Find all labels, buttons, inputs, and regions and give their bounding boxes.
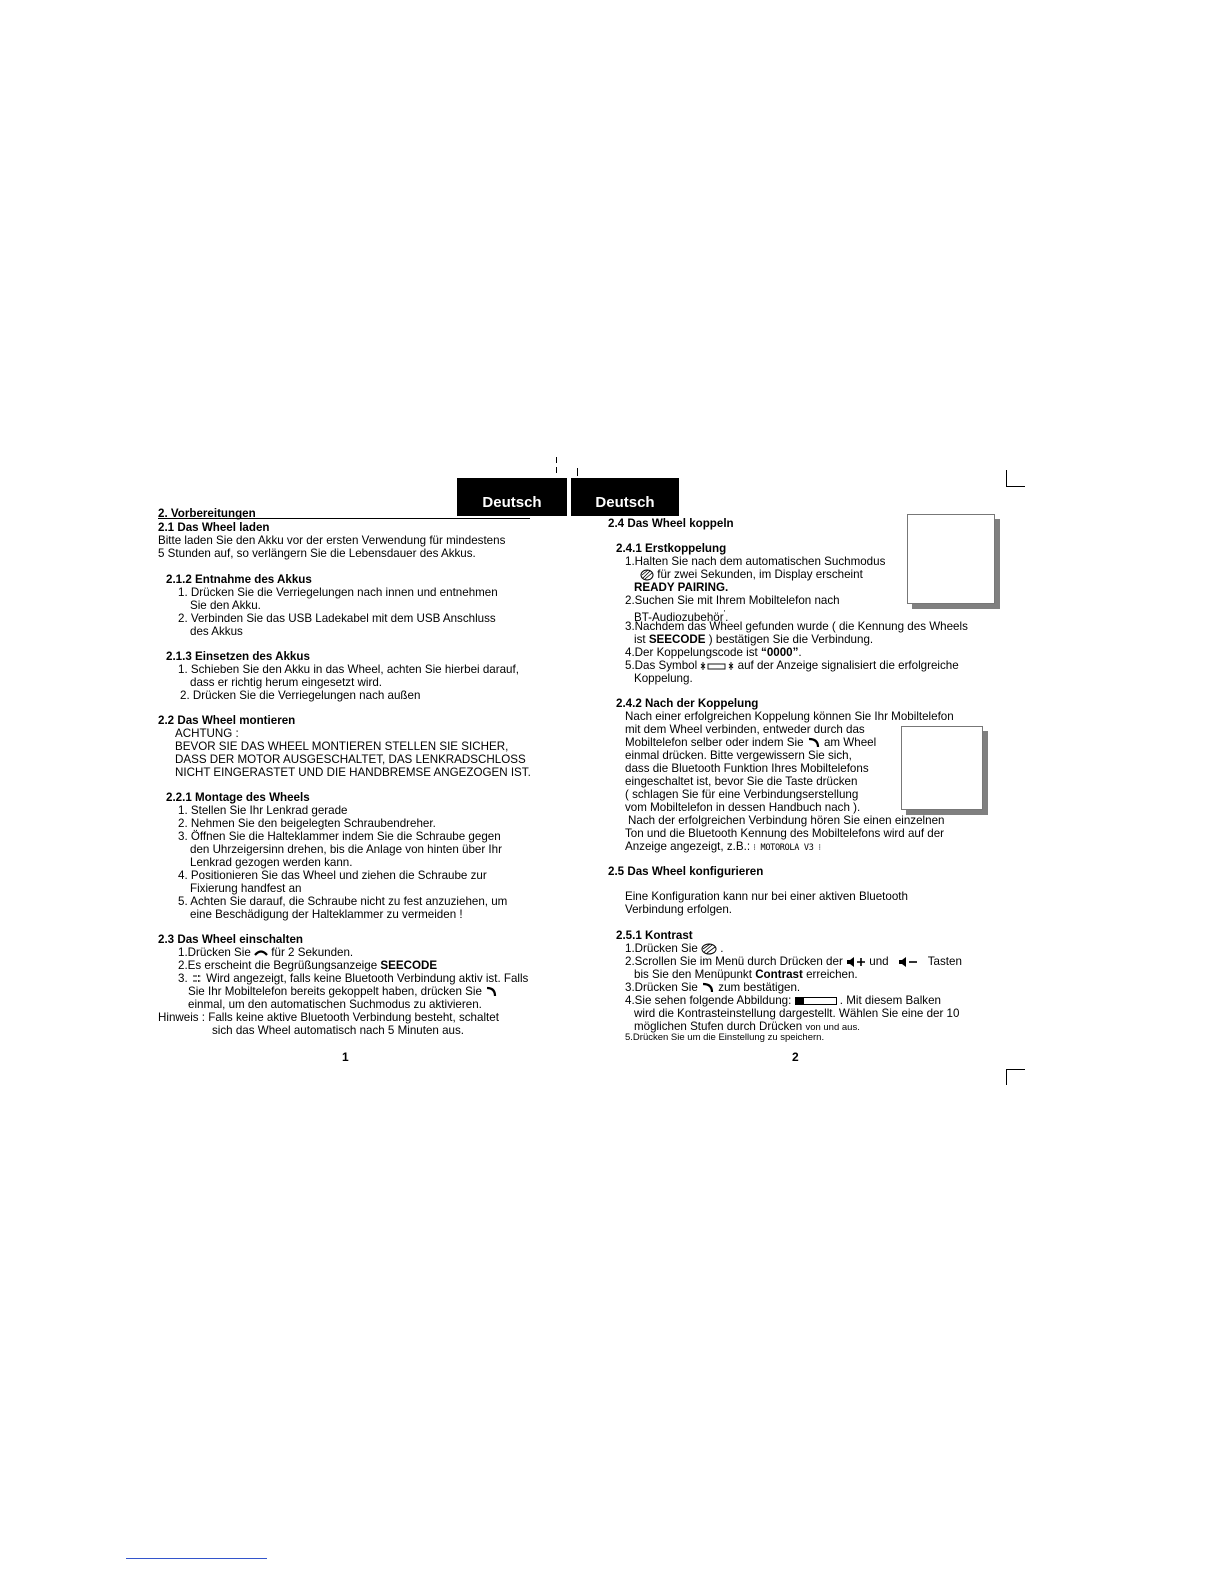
list-item bbox=[178, 972, 528, 985]
list-item: Fixierung handfest an bbox=[190, 882, 302, 895]
list-item bbox=[178, 946, 353, 959]
list-item-text: Tasten bbox=[927, 955, 962, 968]
list-item: 3.Nachdem das Wheel gefunden wurde ( die Kennung des Wheels bbox=[625, 620, 968, 633]
paragraph: vom Mobiltelefon in dessen Handbuch nach ). bbox=[625, 801, 861, 814]
paragraph: Verbindung erfolgen. bbox=[625, 903, 733, 916]
list-item: 4. Positionieren Sie das Wheel und ziehen die Schraube zur bbox=[178, 869, 487, 882]
list-item: 5.Drücken Sie um die Einstellung zu speichern. bbox=[625, 1032, 825, 1043]
list-item bbox=[188, 985, 497, 998]
list-item: wird die Kontrasteinstellung dargestellt. Wählen Sie eine der 10 bbox=[634, 1007, 960, 1020]
display-code: SEECODE bbox=[380, 959, 438, 972]
paragraph: ( schlagen Sie für eine Verbindungserstellung bbox=[625, 788, 859, 801]
paragraph-text: am Wheel bbox=[823, 736, 877, 749]
paragraph: mit dem Wheel verbinden, entweder durch das bbox=[625, 723, 865, 736]
display-code: SEECODE bbox=[648, 633, 706, 646]
list-item-text: und bbox=[869, 955, 889, 968]
list-item: den Uhrzeigersinn drehen, bis die Anlage von hinten über Ihr bbox=[190, 843, 502, 856]
subsection-heading: 2.1.2 Entnahme des Akkus bbox=[166, 573, 312, 586]
list-item: BT-Audiozubehör'. bbox=[634, 609, 729, 624]
paragraph: dass die Bluetooth Funktion Ihres Mobiltelefons bbox=[625, 762, 869, 775]
warning-text: DASS DER MOTOR AUSGESCHALTET, DAS LENKRADSCHLOSS bbox=[175, 753, 526, 766]
list-item-text: Sie Ihr Mobiltelefon bereits gekoppelt haben, drücken Sie bbox=[188, 985, 482, 998]
list-item: Lenkrad gezogen werden kann. bbox=[190, 856, 353, 869]
list-item-text: 4.Sie sehen folgende Abbildung: bbox=[625, 994, 792, 1007]
contrast-bar-fill bbox=[796, 998, 804, 1004]
list-item: eine Beschädigung der Halteklammer zu vermeiden ! bbox=[190, 908, 463, 921]
call-icon bbox=[701, 982, 715, 994]
menu-button-icon bbox=[701, 943, 717, 955]
subsection-heading: 2.4.2 Nach der Koppelung bbox=[616, 697, 759, 710]
display-sample-text: MOTOROLA V3 bbox=[760, 843, 814, 853]
crop-mark bbox=[556, 467, 557, 473]
list-item-text: BT-Audiozubehör bbox=[634, 610, 724, 624]
note: sich das Wheel automatisch nach 5 Minuten aus. bbox=[212, 1024, 464, 1037]
arrows-icon bbox=[191, 974, 203, 983]
list-item: Koppelung. bbox=[634, 672, 693, 685]
paragraph-text: Mobiltelefon selber oder indem Sie bbox=[625, 736, 804, 749]
list-item: einmal, um den automatischen Suchmodus zu aktivieren. bbox=[188, 998, 482, 1011]
list-item bbox=[625, 981, 800, 994]
list-item-text: Wird angezeigt, falls keine Bluetooth Verbindung aktiv ist. Falls bbox=[206, 972, 529, 985]
list-item: 5. Achten Sie darauf, die Schraube nicht zu fest anzuziehen, um bbox=[178, 895, 508, 908]
list-item-text: möglichen Stufen durch Drücken bbox=[634, 1020, 803, 1033]
list-item bbox=[634, 968, 858, 981]
list-item: dass er richtig herum eingesetzt wird. bbox=[190, 676, 383, 689]
warning-text: ACHTUNG : bbox=[175, 727, 239, 740]
language-tab-right: Deutsch bbox=[571, 478, 679, 516]
list-item-text: für zwei Sekunden, im Display erscheint bbox=[657, 568, 863, 581]
subsection-heading: 2.1.3 Einsetzen des Akkus bbox=[166, 650, 310, 663]
crop-mark bbox=[556, 457, 557, 463]
page-number: 1 bbox=[342, 1050, 349, 1064]
pairing-code: “0000” bbox=[761, 646, 799, 659]
list-item-text: für 2 Sekunden. bbox=[271, 946, 354, 959]
display-code: READY PAIRING. bbox=[634, 581, 729, 594]
list-item: 1. Drücken Sie die Verriegelungen nach innen und entnehmen bbox=[178, 586, 498, 599]
list-item-text: 1.Drücken Sie bbox=[625, 942, 698, 955]
paragraph bbox=[625, 840, 821, 855]
menu-button-icon bbox=[640, 569, 654, 581]
list-item-text: zum bestätigen. bbox=[718, 981, 801, 994]
list-item-text: 5.Das Symbol bbox=[625, 659, 698, 672]
menu-item-name: Contrast bbox=[755, 968, 803, 981]
list-item-text: . Mit diesem Balken bbox=[839, 994, 941, 1007]
paragraph: 5 Stunden auf, so verlängern Sie die Lebensdauer des Akkus. bbox=[158, 547, 476, 560]
figure-placeholder bbox=[907, 514, 995, 604]
display-sample: ⁝ MOTOROLA V3 ⁝ bbox=[753, 843, 821, 853]
section-heading: 2.2 Das Wheel montieren bbox=[158, 714, 296, 727]
contrast-bar bbox=[795, 997, 837, 1005]
list-item: 1. Schieben Sie den Akku in das Wheel, achten Sie hierbei darauf, bbox=[178, 663, 519, 676]
list-item: 4.Der Koppelungscode ist “0000”. bbox=[625, 646, 802, 659]
paragraph bbox=[625, 736, 876, 749]
list-item: 2.Suchen Sie mit Ihrem Mobiltelefon nach bbox=[625, 594, 840, 607]
list-item: 2. Drücken Sie die Verriegelungen nach außen bbox=[180, 689, 421, 702]
paragraph: Eine Konfiguration kann nur bei einer aktiven Bluetooth bbox=[625, 890, 908, 903]
hang-up-icon bbox=[254, 949, 268, 957]
list-item: 1. Stellen Sie Ihr Lenkrad gerade bbox=[178, 804, 348, 817]
list-item bbox=[640, 568, 863, 581]
list-item: 1.Drücken Sie . bbox=[625, 942, 724, 955]
page-number: 2 bbox=[792, 1050, 799, 1064]
list-item bbox=[634, 633, 873, 646]
language-tab-left: Deutsch bbox=[457, 478, 567, 516]
warning-text: NICHT EINGERASTET UND DIE HANDBREMSE ANGEZOGEN IST. bbox=[175, 766, 531, 779]
section-heading: 2.5 Das Wheel konfigurieren bbox=[608, 865, 764, 878]
call-icon bbox=[807, 737, 821, 749]
list-item-text: 3. bbox=[178, 972, 188, 985]
list-item-text: 3.Drücken Sie bbox=[625, 981, 698, 994]
section-heading: 2.3 Das Wheel einschalten bbox=[158, 933, 303, 946]
paragraph: eingeschaltet ist, bevor Sie die Taste drücken bbox=[625, 775, 858, 788]
paragraph: Nach einer erfolgreichen Koppelung können Sie Ihr Mobiltelefon bbox=[625, 710, 954, 723]
paragraph-text: Anzeige angezeigt, z.B.: bbox=[625, 840, 751, 853]
list-item-text: bis Sie den Menüpunkt bbox=[634, 968, 752, 981]
list-item-text: 1.Drücken Sie bbox=[178, 946, 251, 959]
list-item-text: ist bbox=[634, 633, 646, 646]
list-item-text: 2.Es erscheint die Begrüßungsanzeige bbox=[178, 959, 378, 972]
list-item bbox=[625, 994, 941, 1007]
list-item: 2. Verbinden Sie das USB Ladekabel mit dem USB Anschluss bbox=[178, 612, 496, 625]
list-item: Sie den Akku. bbox=[190, 599, 261, 612]
crop-mark bbox=[1006, 1069, 1007, 1085]
section-heading: 2.1 Das Wheel laden bbox=[158, 521, 270, 534]
section-heading: 2.4 Das Wheel koppeln bbox=[608, 517, 734, 530]
list-item-text: ) bestätigen Sie die Verbindung. bbox=[708, 633, 874, 646]
volume-down-icon bbox=[898, 957, 918, 967]
crop-mark bbox=[1006, 470, 1007, 486]
crop-mark bbox=[1006, 1069, 1025, 1070]
paragraph: Ton und die Bluetooth Kennung des Mobiltelefons wird auf der bbox=[625, 827, 945, 840]
list-item bbox=[625, 955, 962, 968]
list-item-text: von und aus. bbox=[805, 1022, 860, 1033]
list-item: des Akkus bbox=[190, 625, 243, 638]
paragraph: Nach der erfolgreichen Verbindung hören Sie einen einzelnen bbox=[628, 814, 945, 827]
figure-placeholder bbox=[901, 726, 983, 810]
paragraph: einmal drücken. Bitte vergewissern Sie sich, bbox=[625, 749, 852, 762]
section-heading: 2. Vorbereitungen bbox=[158, 507, 256, 520]
list-item bbox=[625, 659, 959, 672]
paragraph: Bitte laden Sie den Akku vor der ersten Verwendung für mindestens bbox=[158, 534, 506, 547]
warning-text: BEVOR SIE DAS WHEEL MONTIEREN STELLEN SIE SICHER, bbox=[175, 740, 509, 753]
note: Hinweis : Falls keine aktive Bluetooth Verbindung besteht, schaltet bbox=[158, 1011, 499, 1024]
footer-rule bbox=[126, 1558, 267, 1559]
list-item-text: 2.Scrollen Sie im Menü durch Drücken der bbox=[625, 955, 843, 968]
list-item: 2. Nehmen Sie den beigelegten Schraubendreher. bbox=[178, 817, 436, 830]
subsection-heading: 2.4.1 Erstkoppelung bbox=[616, 542, 727, 555]
call-icon bbox=[485, 986, 497, 998]
list-item: 3. Öffnen Sie die Halteklammer indem Sie die Schraube gegen bbox=[178, 830, 501, 843]
list-item bbox=[178, 959, 437, 972]
volume-up-icon bbox=[846, 957, 866, 967]
crop-mark bbox=[1006, 486, 1025, 487]
subsection-heading: 2.5.1 Kontrast bbox=[616, 929, 693, 942]
list-item-text: erreichen. bbox=[806, 968, 858, 981]
subsection-heading: 2.2.1 Montage des Wheels bbox=[166, 791, 310, 804]
list-item-text: 4.Der Koppelungscode ist bbox=[625, 646, 758, 659]
punctuation: ' bbox=[723, 609, 726, 618]
crop-mark bbox=[577, 468, 578, 476]
list-item: 1.Halten Sie nach dem automatischen Suchmodus bbox=[625, 555, 886, 568]
list-item-text: auf der Anzeige signalisiert die erfolgreiche bbox=[737, 659, 959, 672]
bluetooth-battery-icon bbox=[700, 661, 734, 671]
